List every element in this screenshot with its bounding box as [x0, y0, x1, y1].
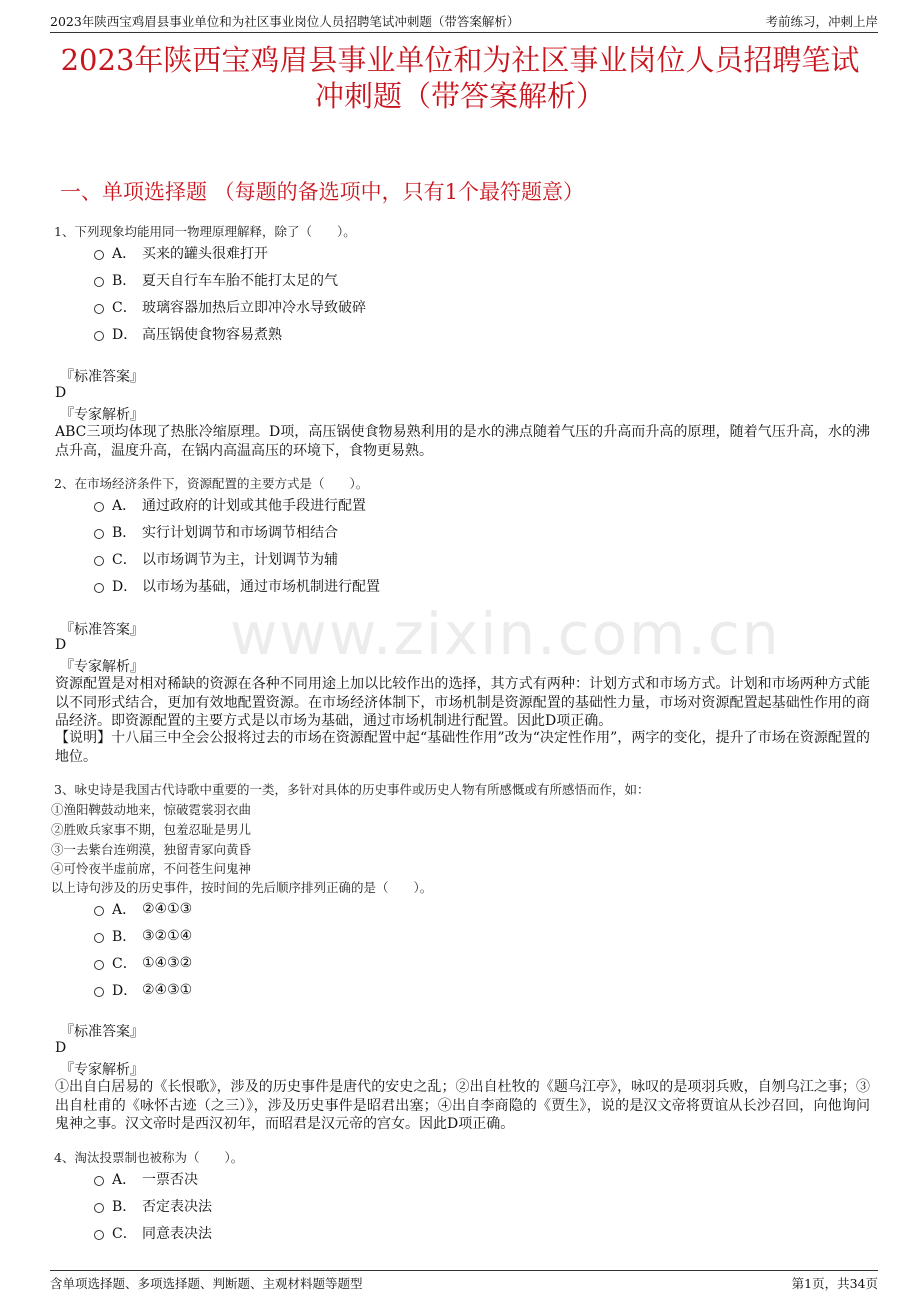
page-header — [50, 8, 878, 33]
question-4-option-b[interactable] — [94, 1196, 212, 1216]
option-text: ③②①④ — [142, 928, 193, 944]
question-1-option-b[interactable] — [94, 270, 338, 290]
document-title-line-1: 2023年陕西宝鸡眉县事业单位和为社区事业岗位人员招聘笔试 — [60, 43, 860, 77]
question-1-option-c[interactable] — [94, 297, 366, 317]
question-2-option-a[interactable] — [94, 495, 366, 515]
document-title — [0, 42, 920, 114]
option-text: ①④③② — [142, 955, 193, 971]
radio-icon[interactable] — [94, 277, 104, 287]
header-doc-title: 2023年陕西宝鸡眉县事业单位和为社区事业岗位人员招聘笔试冲刺题（带答案解析） — [50, 14, 520, 29]
watermark: www.zixin.com.cn — [230, 600, 781, 668]
option-text: 高压锅使食物容易煮熟 — [142, 327, 282, 343]
radio-icon[interactable] — [94, 1176, 104, 1186]
option-letter: B． — [112, 1199, 137, 1215]
option-letter: B． — [112, 273, 137, 289]
question-4-option-a[interactable] — [94, 1169, 198, 1189]
question-3-verse-1: ①渔阳鞞鼓动地来，惊破霓裳羽衣曲 — [51, 802, 252, 817]
question-3-option-b[interactable] — [94, 926, 192, 946]
option-letter: B． — [112, 525, 137, 541]
option-text: 买来的罐头很难打开 — [142, 246, 268, 262]
option-text: 否定表决法 — [142, 1199, 212, 1215]
radio-icon[interactable] — [94, 1203, 104, 1213]
radio-icon[interactable] — [94, 1230, 104, 1240]
question-3-prompt: 以上诗句涉及的历史事件，按时间的先后顺序排列正确的是（ ）。 — [51, 880, 433, 895]
option-letter: C． — [112, 300, 137, 316]
option-letter: C． — [112, 1226, 137, 1242]
radio-icon[interactable] — [94, 304, 104, 314]
option-letter: A． — [112, 498, 137, 514]
radio-icon[interactable] — [94, 960, 104, 970]
option-text: 以市场调节为主，计划调节为辅 — [142, 552, 338, 568]
question-1-answer: D — [55, 385, 67, 401]
option-text: 夏天自行车车胎不能打太足的气 — [142, 273, 338, 289]
option-text: ②④③① — [142, 982, 193, 998]
question-2-option-b[interactable] — [94, 522, 338, 542]
page-footer — [50, 1270, 878, 1292]
question-3-verse-3: ③一去紫台连朔漠，独留青冢向黄昏 — [51, 842, 252, 857]
radio-icon[interactable] — [94, 556, 104, 566]
question-2-option-c[interactable] — [94, 549, 338, 569]
question-2-answer: D — [55, 637, 67, 653]
option-text: 一票否决 — [142, 1172, 198, 1188]
option-letter: C． — [112, 552, 137, 568]
question-3-option-d[interactable] — [94, 980, 192, 1000]
option-letter: B． — [112, 929, 137, 945]
radio-icon[interactable] — [94, 250, 104, 260]
radio-icon[interactable] — [94, 529, 104, 539]
question-3-option-c[interactable] — [94, 953, 192, 973]
option-letter: D． — [112, 579, 138, 595]
option-text: 玻璃容器加热后立即冲冷水导致破碎 — [142, 300, 366, 316]
question-3-verse-2: ②胜败兵家事不期，包羞忍耻是男儿 — [51, 822, 252, 837]
question-2-analysis-label: 『专家解析』 — [60, 659, 144, 675]
option-text: 实行计划调节和市场调节相结合 — [142, 525, 338, 541]
question-1-analysis: ABC三项均体现了热胀冷缩原理。D项，高压锅使食物易熟利用的是水的沸点随着气压的升高而升高的原理，随着气压升高，水的沸点升高，温度升高，在锅内高温高压的环境下，食物更易熟。 — [55, 424, 870, 459]
option-letter: A． — [112, 1172, 137, 1188]
option-text: 以市场为基础，通过市场机制进行配置 — [142, 579, 380, 595]
radio-icon[interactable] — [94, 583, 104, 593]
question-3-analysis-label: 『专家解析』 — [60, 1062, 144, 1078]
question-3-answer: D — [55, 1040, 67, 1056]
option-letter: D． — [112, 327, 138, 343]
question-1-stem: 1、下列现象均能用同一物理原理解释，除了（ ）。 — [54, 224, 356, 239]
option-letter: A． — [112, 246, 137, 262]
question-3-analysis: ①出自白居易的《长恨歌》，涉及的历史事件是唐代的安史之乱；②出自杜牧的《题乌江亭》，咏叹的是项羽兵败，自刎乌江之事；③出自杜甫的《咏怀古迹（之三）》，涉及历史事件是昭君出塞；④出自李商隐的《贾生》，说的是汉文帝将贾谊从长沙召回，向他询问鬼神之事。汉文帝时是西汉初年，而昭君是汉元帝的宫女。因此D项正确。 — [55, 1079, 870, 1132]
question-3-option-a[interactable] — [94, 899, 192, 919]
option-letter: C． — [112, 956, 137, 972]
question-2-stem: 2、在市场经济条件下，资源配置的主要方式是（ ）。 — [54, 476, 369, 491]
question-2-note: 【说明】十八届三中全会公报将过去的市场在资源配置中起“基础性作用”改为“决定性作用”，两字的变化，提升了市场在资源配置的地位。 — [55, 730, 870, 765]
document-title-line-2: 冲刺题（带答案解析） — [314, 79, 605, 113]
radio-icon[interactable] — [94, 331, 104, 341]
question-3-stem: 3、咏史诗是我国古代诗歌中重要的一类，多针对具体的历史事件或历史人物有所感慨或有所感悟而作，如： — [54, 782, 650, 797]
page-number: 第1页，共34页 — [791, 1276, 878, 1291]
option-text: 同意表决法 — [142, 1226, 212, 1242]
radio-icon[interactable] — [94, 906, 104, 916]
question-1-option-a[interactable] — [94, 243, 268, 263]
question-1-analysis-label: 『专家解析』 — [60, 407, 144, 423]
question-4-stem: 4、淘汰投票制也被称为（ ）。 — [54, 1150, 244, 1165]
option-letter: D． — [112, 983, 138, 999]
radio-icon[interactable] — [94, 987, 104, 997]
question-2-answer-label: 『标准答案』 — [60, 622, 144, 638]
footer-question-types: 含单项选择题、多项选择题、判断题、主观材料题等题型 — [50, 1276, 363, 1291]
option-text: ②④①③ — [142, 901, 193, 917]
question-1-option-d[interactable] — [94, 324, 282, 344]
radio-icon[interactable] — [94, 502, 104, 512]
option-text: 通过政府的计划或其他手段进行配置 — [142, 498, 366, 514]
option-letter: A． — [112, 902, 137, 918]
question-2-option-d[interactable] — [94, 576, 380, 596]
question-3-verse-4: ④可怜夜半虚前席，不问苍生问鬼神 — [51, 861, 252, 876]
question-2-analysis: 资源配置是对相对稀缺的资源在各种不同用途上加以比较作出的选择，其方式有两种：计划方式和市场方式。计划和市场两种方式能以不同形式结合，更加有效地配置资源。在市场经济体制下，市场机制是资源配置的基础性力量，市场对资源配置起基础性作用的商品经济。即资源配置的主要方式是以市场为基础，通过市场机制进行配置。因此D项正确。 — [55, 676, 870, 729]
header-slogan: 考前练习，冲刺上岸 — [765, 14, 878, 29]
radio-icon[interactable] — [94, 933, 104, 943]
question-1-answer-label: 『标准答案』 — [60, 369, 144, 385]
question-3-answer-label: 『标准答案』 — [60, 1024, 144, 1040]
question-4-option-c[interactable] — [94, 1223, 212, 1243]
section-title: 一、单项选择题 （每题的备选项中，只有1个最符题意） — [60, 180, 585, 204]
